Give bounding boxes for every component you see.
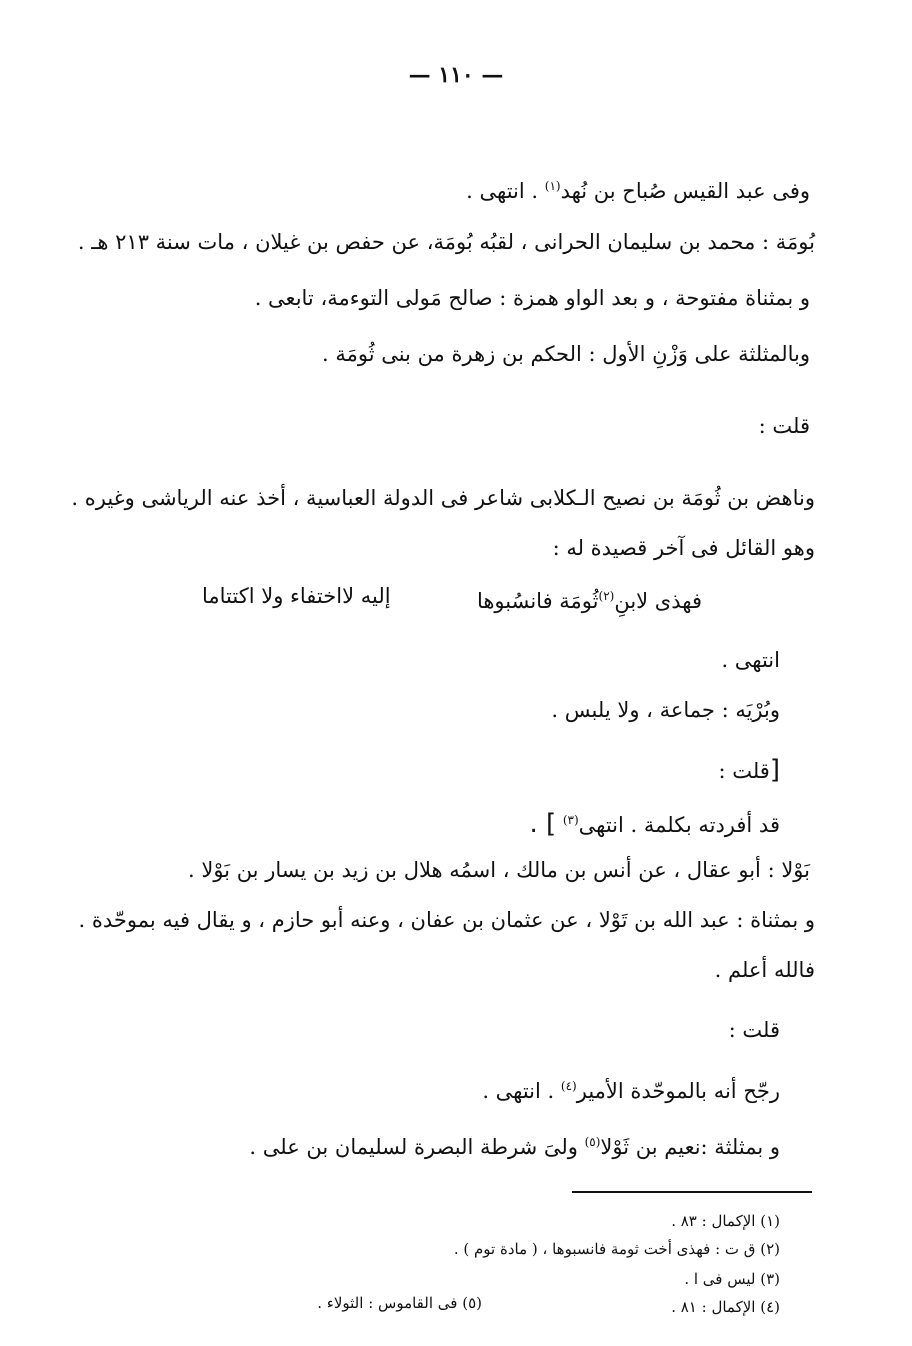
qult-heading-1: قلت : (758, 414, 810, 438)
text-line-13: بَوْلا : أبو عقال ، عن أنس بن مالك ، اسمُه هلال بن زيد بن يسار بن بَوْلا . (188, 858, 810, 882)
text-line-10: وبُرْيَه : جماعة ، ولا يلبس . (551, 698, 780, 722)
open-bracket: [ (769, 755, 780, 785)
footnote-ref-1[interactable]: (١) (544, 179, 561, 193)
text-line-6: وناهض بن ثُومَة بن نصيح الـكلابى شاعر فى الدولة العباسية ، أخذ عنه الرياشى وغيره . (71, 486, 815, 510)
poetry-verse (202, 580, 702, 612)
text-line-15: فالله أعلم . (714, 958, 815, 982)
text-line-2: بُومَة : محمد بن سليمان الحرانى ، لقبُه بُومَة، عن حفص بن غيلان ، مات سنة ٢١٣ هـ . (77, 230, 815, 254)
footnote-1: (١) الإكمال : ٨٣ . (671, 1212, 780, 1230)
close-bracket: ] . (529, 809, 557, 839)
footnote-separator (572, 1191, 812, 1193)
footnote-4: (٤) الإكمال : ٨١ . (671, 1298, 780, 1316)
footnote-ref-2[interactable]: (٢) (598, 589, 615, 603)
footnote-ref-3[interactable]: (٣) (562, 813, 579, 827)
text-line-12: قد أفردته بكلمة . انتهى$^{(٣)}$ ] . (529, 809, 780, 839)
qult-heading-2: [قلت : (718, 755, 780, 785)
text-line-7: وهو القائل فى آخر قصيدة له : (552, 536, 815, 560)
text-line-17: رجّح أنه بالموحّدة الأمير$^{(٤)}$ . انتهى . (482, 1079, 780, 1103)
footnote-ref-4[interactable]: (٤) (560, 1079, 577, 1093)
page-number: — ١١٠ — (408, 62, 504, 88)
text-line-1: وفى عبد القيس صُباح بن نُهد$^{(١)}$ . انتهى . (466, 179, 810, 203)
footnote-5: (٥) فى القاموس : الثولاء . (317, 1294, 482, 1312)
qult-heading-3: قلت : (728, 1018, 780, 1042)
footnote-3: (٣) ليس فى ا . (684, 1270, 780, 1288)
text-line-4: وبالمثلثة على وَزْنِ الأول : الحكم بن زهرة من بنى ثُومَة . (321, 342, 810, 366)
text-line-9: انتهى . (721, 648, 780, 672)
text-line-14: و بمثناة : عبد الله بن تَوْلا ، عن عثمان بن عفان ، وعنه أبو حازم ، و يقال فيه بموحّدة . (78, 908, 815, 932)
text-line-18: و بمثلثة :نعيم بن ثَوْلا$^{(٥)}$ ولىَ شرطة البصرة لسليمان بن على . (249, 1135, 780, 1159)
text-line-3: و بمثناة مفتوحة ، و بعد الواو همزة : صالح مَولى التوءمة، تابعى . (254, 286, 810, 310)
footnote-ref-5[interactable]: (٥) (584, 1135, 601, 1149)
verse-first-hemistich: فهذى لابنِ$^{(٢)}$ثُومَة فانسُبوها (476, 589, 702, 613)
footnote-2: (٢) ق ت : فهذى أخت ثومة فانسبوها ، ( مادة توم ) . (453, 1240, 780, 1258)
verse-second-hemistich: إليه لااختفاء ولا اكتتاما (202, 584, 391, 608)
